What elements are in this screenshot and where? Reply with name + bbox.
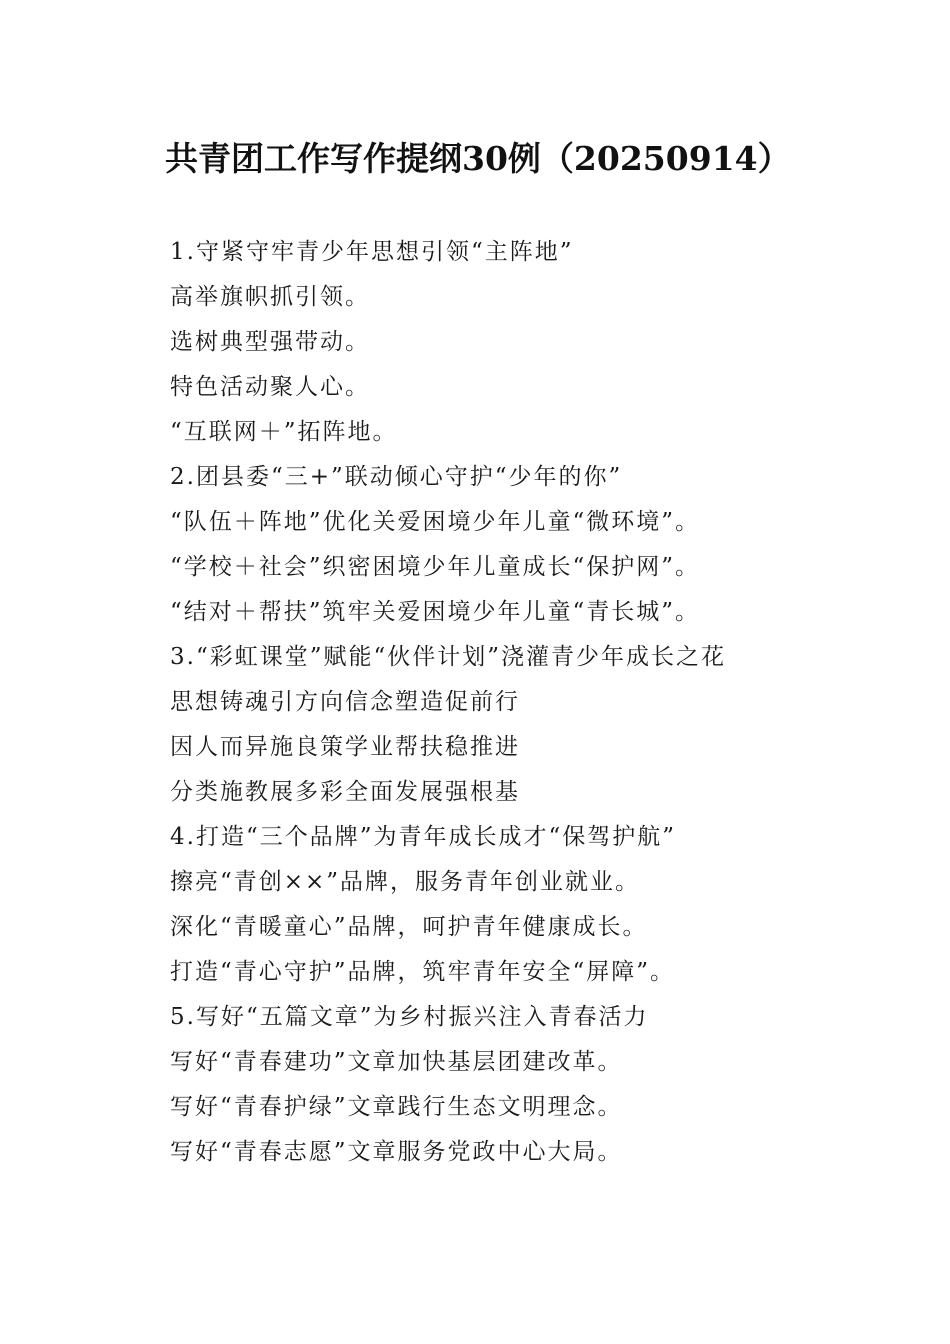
outline-item: “结对＋帮扶”筑牢关爱困境少年儿童“青长城”。 — [170, 599, 701, 625]
outline-item: “学校＋社会”织密困境少年儿童成长“保护网”。 — [170, 554, 701, 580]
outline-item: 思想铸魂引方向信念塑造促前行 — [170, 689, 520, 715]
outline-item: 打造“青心守护”品牌，筑牢青年安全“屏障”。 — [170, 959, 676, 985]
outline-item: 高举旗帜抓引领。 — [170, 284, 370, 310]
outline-item: 写好“青春护绿”文章践行生态文明理念。 — [170, 1094, 623, 1120]
outline-item: 特色活动聚人心。 — [170, 374, 370, 400]
outline-item: 擦亮“青创××”品牌，服务青年创业就业。 — [170, 869, 641, 895]
section-heading-1: 1.守紧守牢青少年思想引领“主阵地” — [170, 239, 574, 265]
outline-item: 因人而异施良策学业帮扶稳推进 — [170, 734, 520, 760]
outline-item: “队伍＋阵地”优化关爱困境少年儿童“微环境”。 — [170, 509, 701, 535]
section-heading-4: 4.打造“三个品牌”为青年成长成才“保驾护航” — [170, 824, 676, 850]
outline-item: 选树典型强带动。 — [170, 329, 370, 355]
outline-item: 深化“青暖童心”品牌，呵护青年健康成长。 — [170, 914, 648, 940]
outline-item: 写好“青春建功”文章加快基层团建改革。 — [170, 1049, 623, 1075]
document-title: 共青团工作写作提纲30例（20250914） — [165, 139, 791, 178]
document-body — [170, 230, 870, 1175]
section-heading-2: 2.团县委“三+”联动倾心守护“少年的你” — [170, 464, 623, 490]
outline-item: “互联网＋”拓阵地。 — [170, 419, 398, 445]
section-heading-5: 5.写好“五篇文章”为乡村振兴注入青春活力 — [170, 1004, 649, 1030]
outline-item: 分类施教展多彩全面发展强根基 — [170, 779, 520, 805]
section-heading-3: 3.“彩虹课堂”赋能“伙伴计划”浇灌青少年成长之花 — [170, 644, 726, 670]
outline-item: 写好“青春志愿”文章服务党政中心大局。 — [170, 1139, 623, 1165]
